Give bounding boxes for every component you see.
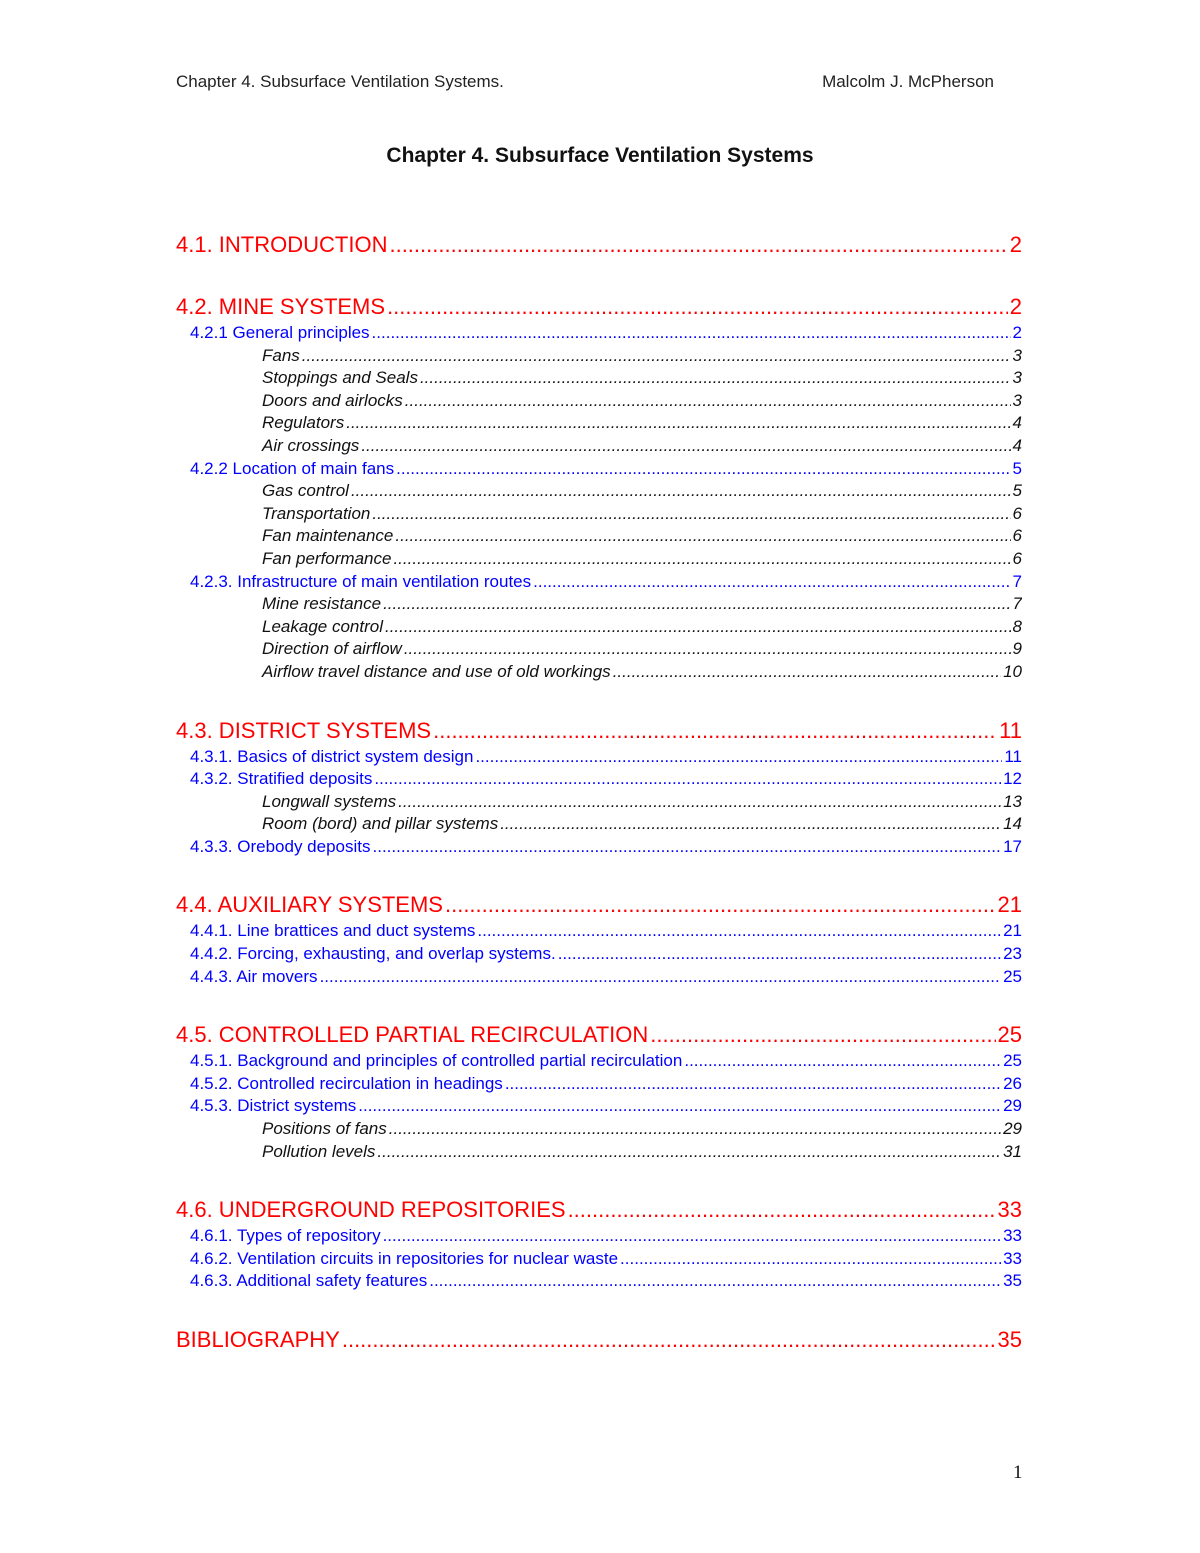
dot-leader [405,390,1011,413]
toc-section-heading[interactable] [176,292,1022,322]
toc-subsection[interactable] [176,458,1022,481]
section-gap [176,1293,1022,1325]
toc-subsection[interactable] [176,1073,1022,1096]
dot-leader [320,966,1002,989]
toc-entry-label: 4.3. DISTRICT SYSTEMS [176,717,432,743]
toc-topic[interactable] [176,1118,1022,1141]
toc-page-number: 10 [1003,661,1022,681]
toc-section-heading[interactable] [176,1020,1022,1050]
toc-entry-label: 4.1. INTRODUCTION [176,232,388,257]
toc-entry-label: Regulators [262,413,345,433]
toc-topic[interactable] [176,345,1022,368]
dot-leader [568,1195,996,1225]
toc-page-number: 25 [997,1022,1022,1048]
toc-entry-label: Fan maintenance [262,526,394,546]
dot-leader [475,746,1002,769]
dot-leader [383,593,1010,616]
toc-subsection[interactable] [176,966,1022,989]
toc-page-number: 11 [999,717,1022,743]
dot-leader [477,920,1001,943]
dot-leader [395,525,1010,548]
toc-section [176,1195,1022,1293]
section-gap [176,858,1022,890]
dot-leader [383,1225,1002,1248]
toc-topic[interactable] [176,435,1022,458]
toc-entry-label: Positions of fans [262,1119,387,1139]
running-header-left: Chapter 4. Subsurface Ventilation Systems. [176,72,504,91]
dot-leader [389,230,1007,260]
dot-leader [377,1141,1001,1164]
toc-topic[interactable] [176,638,1022,661]
dot-leader [387,292,1008,322]
toc-entry-label: Air crossings [262,435,360,455]
toc-subsection[interactable] [176,1225,1022,1248]
toc-subsection[interactable] [176,1050,1022,1073]
dot-leader [613,661,1001,684]
toc-page-number: 26 [1003,1073,1022,1093]
dot-leader [393,548,1010,571]
toc-topic[interactable] [176,548,1022,571]
dot-leader [429,1270,1001,1293]
toc-entry-label: 4.6.1. Types of repository [190,1226,381,1246]
toc-entry-label: 4.2. MINE SYSTEMS [176,294,386,319]
dot-leader [374,768,1001,791]
toc-entry-label: Pollution levels [262,1141,376,1161]
toc-section-heading[interactable] [176,1325,1022,1355]
toc-topic[interactable] [176,813,1022,836]
toc-page-number: 2 [1009,294,1022,319]
toc-section-heading[interactable] [176,1195,1022,1225]
toc-page-number: 33 [997,1197,1022,1223]
toc-section-heading[interactable] [176,230,1022,260]
toc-subsection[interactable] [176,1095,1022,1118]
dot-leader [650,1020,995,1050]
dot-leader [398,791,1001,814]
toc-page-number: 11 [1004,746,1022,766]
toc-page-number: 7 [1012,571,1022,591]
toc-topic[interactable] [176,1141,1022,1164]
dot-leader [385,616,1011,639]
toc-section-heading[interactable] [176,716,1022,746]
toc-topic[interactable] [176,593,1022,616]
toc-page-number: 3 [1012,390,1022,410]
toc-page-number: 5 [1012,481,1022,501]
toc-subsection[interactable] [176,768,1022,791]
toc-topic[interactable] [176,412,1022,435]
toc-entry-label: Transportation [262,503,371,523]
toc-entry-label: Direction of airflow [262,639,402,659]
toc-entry-label: 4.3.3. Orebody deposits [190,836,371,856]
section-gap [176,684,1022,716]
dot-leader [404,638,1011,661]
toc-page-number: 33 [1003,1248,1022,1268]
toc-page-number: 9 [1012,639,1022,659]
dot-leader [500,813,1001,836]
toc-page-number: 5 [1012,458,1022,478]
toc-entry-label: 4.2.2 Location of main fans [190,458,395,478]
toc-topic[interactable] [176,616,1022,639]
toc-page-number: 14 [1003,814,1022,834]
toc-section-heading[interactable] [176,890,1022,920]
toc-subsection[interactable] [176,836,1022,859]
toc-page-number: 35 [997,1327,1022,1352]
toc-entry-label: Longwall systems [262,791,397,811]
toc-page-number: 2 [1009,232,1022,257]
toc-entry-label: 4.2.3. Infrastructure of main ventilation routes [190,571,532,591]
toc-entry-label: 4.2.1 General principles [190,323,370,342]
toc-page-number: 23 [1003,944,1022,964]
toc-entry-label: 4.4.1. Line brattices and duct systems [190,921,476,941]
toc-entry-label: 4.3.1. Basics of district system design [190,746,474,766]
toc-entry-label: Fans [262,345,300,365]
toc-section [176,1020,1022,1163]
dot-leader [373,836,1002,859]
toc-page-number: 3 [1012,368,1022,388]
toc-page-number: 13 [1003,791,1022,811]
toc-page-number: 12 [1003,769,1022,789]
toc-page-number: 31 [1003,1141,1022,1161]
toc-section [176,890,1022,988]
toc-page-number: 6 [1012,548,1022,568]
toc-topic[interactable] [176,480,1022,503]
toc-entry-label: 4.6.2. Ventilation circuits in repositories for nuclear waste [190,1248,619,1268]
dot-leader [346,412,1010,435]
toc-section [176,292,1022,684]
toc-page-number: 25 [1003,1051,1022,1071]
toc-page-number: 4 [1012,435,1022,455]
toc-entry-label: BIBLIOGRAPHY [176,1327,340,1352]
toc-topic[interactable] [176,367,1022,390]
toc-entry-label: 4.4.3. Air movers [190,966,318,986]
dot-leader [684,1050,1001,1073]
dot-leader [620,1248,1001,1271]
dot-leader [372,503,1010,526]
toc-page-number: 7 [1012,594,1022,614]
dot-leader [505,1073,1001,1096]
toc-entry-label: Mine resistance [262,594,382,614]
dot-leader [342,1325,996,1355]
section-gap [176,988,1022,1020]
toc-subsection[interactable] [176,571,1022,594]
toc-page-number: 6 [1012,503,1022,523]
toc-entry-label: Fan performance [262,548,392,568]
toc-entry-label: 4.5.1. Background and principles of controlled partial recirculation [190,1051,683,1071]
dot-leader [433,716,997,746]
toc-entry-label: 4.4. AUXILIARY SYSTEMS [176,892,443,918]
toc-entry-label: 4.3.2. Stratified deposits [190,769,373,789]
toc-entry-label: 4.5.3. District systems [190,1096,357,1116]
toc-page-number: 17 [1003,836,1022,856]
toc-subsection[interactable] [176,920,1022,943]
toc-subsection[interactable] [176,943,1022,966]
toc-subsection[interactable] [176,322,1022,345]
toc-entry-label: 4.5. CONTROLLED PARTIAL RECIRCULATION [176,1022,649,1048]
dot-leader [302,345,1011,368]
dot-leader [351,480,1011,503]
dot-leader [396,458,1010,481]
toc-topic[interactable] [176,791,1022,814]
toc-section [176,716,1022,859]
toc-section [176,230,1022,260]
dot-leader [420,367,1011,390]
dot-leader [558,943,1001,966]
section-gap [176,260,1022,292]
toc-topic[interactable] [176,525,1022,548]
toc-topic[interactable] [176,503,1022,526]
toc-page-number: 6 [1012,526,1022,546]
dot-leader [445,890,996,920]
toc-page-number: 29 [1003,1096,1022,1116]
page-number: 1 [1013,1462,1023,1483]
table-of-contents [176,230,1022,1355]
toc-subsection[interactable] [176,1270,1022,1293]
toc-entry-label: 4.6.3. Additional safety features [190,1271,428,1291]
dot-leader [361,435,1010,458]
toc-page-number: 2 [1012,323,1022,342]
toc-entry-label: 4.6. UNDERGROUND REPOSITORIES [176,1197,566,1223]
toc-page-number: 4 [1012,413,1022,433]
toc-entry-label: Stoppings and Seals [262,368,418,388]
toc-page-number: 3 [1012,345,1022,365]
toc-page-number: 29 [1003,1119,1022,1139]
toc-topic[interactable] [176,390,1022,413]
toc-section [176,1325,1022,1355]
toc-page-number: 33 [1003,1226,1022,1246]
toc-page-number: 8 [1012,616,1022,636]
section-gap [176,1163,1022,1195]
dot-leader [533,571,1010,594]
toc-page-number: 25 [1003,966,1022,986]
dot-leader [358,1095,1001,1118]
toc-subsection[interactable] [176,1248,1022,1271]
toc-page-number: 35 [1003,1271,1022,1291]
toc-page-number: 21 [997,892,1022,918]
document-title: Chapter 4. Subsurface Ventilation Systems [386,144,814,167]
dot-leader [389,1118,1001,1141]
toc-entry-label: Leakage control [262,616,383,636]
dot-leader [372,322,1011,345]
toc-entry-label: Room (bord) and pillar systems [262,814,499,834]
toc-entry-label: 4.5.2. Controlled recirculation in headings [190,1073,503,1093]
toc-page-number: 21 [1003,921,1022,941]
toc-subsection[interactable] [176,746,1022,769]
toc-entry-label: Doors and airlocks [262,390,403,410]
toc-entry-label: 4.4.2. Forcing, exhausting, and overlap systems. [190,944,556,964]
toc-entry-label: Gas control [262,481,349,501]
running-header-author: Malcolm J. McPherson [822,72,994,91]
toc-topic[interactable] [176,661,1022,684]
toc-entry-label: Airflow travel distance and use of old workings [262,661,611,681]
